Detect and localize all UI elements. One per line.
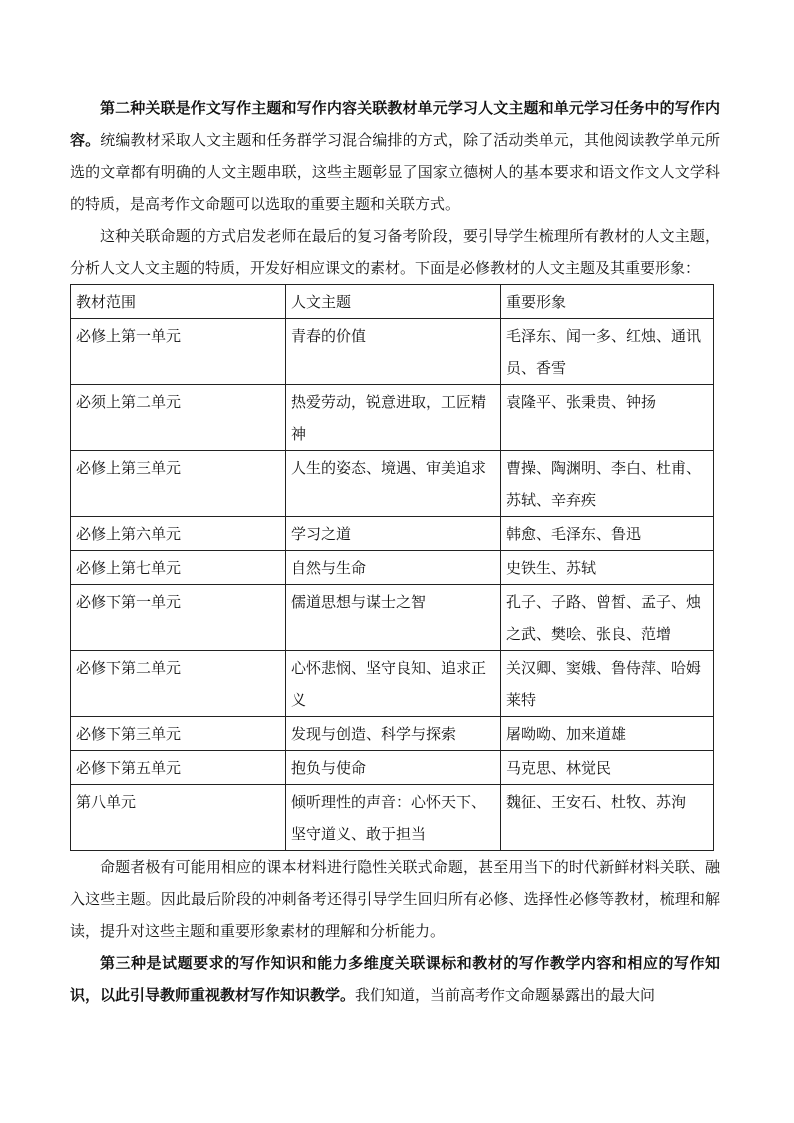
table-cell: 儒道思想与谋士之智 <box>286 585 501 651</box>
table-cell: 学习之道 <box>286 517 501 551</box>
table-cell: 必修下第一单元 <box>71 585 286 651</box>
paragraph-1-text: 统编教材采取人文主题和任务群学习混合编排的方式，除了活动类单元，其他阅读教学单元所选的文章都有明确的人文主题串联，这些主题彰显了国家立德树人的基本要求和语文作文人文学科的特质，是高考作文命题可以选取的重要主题和关联方式。 <box>70 131 720 213</box>
paragraph-4-text: 我们知道，当前高考作文命题暴露出的最大问 <box>355 986 656 1004</box>
table-cell: 必修下第三单元 <box>71 717 286 751</box>
table-cell: 必修上第一单元 <box>71 319 286 385</box>
table-row <box>71 551 714 585</box>
paragraph-4 <box>70 947 720 1011</box>
table-cell: 孔子、子路、曾皙、孟子、烛之武、樊哙、张良、范增 <box>501 585 714 651</box>
table-row <box>71 651 714 717</box>
theme-table <box>70 284 714 851</box>
table-cell: 韩愈、毛泽东、鲁迅 <box>501 517 714 551</box>
table-cell: 必修上第七单元 <box>71 551 286 585</box>
paragraph-1-bold: 第二种关联是作文写作主题和写作内容关联教材单元学习人文主题和单元学习任务中的写作内容。 <box>70 99 720 149</box>
paragraph-4-bold: 第三种是试题要求的写作知识和能力多维度关联课标和教材的写作教学内容和相应的写作知识，以此引导教师重视教材写作知识教学。 <box>70 954 720 1004</box>
table-row <box>71 785 714 851</box>
table-header-cell: 重要形象 <box>501 285 714 319</box>
table-cell: 必修下第二单元 <box>71 651 286 717</box>
table-row <box>71 751 714 785</box>
table-cell: 人生的姿态、境遇、审美追求 <box>286 451 501 517</box>
table-header-row <box>71 285 714 319</box>
table-row <box>71 585 714 651</box>
table-cell: 发现与创造、科学与探索 <box>286 717 501 751</box>
table-cell: 热爱劳动，锐意进取，工匠精神 <box>286 385 501 451</box>
table-cell: 必修上第三单元 <box>71 451 286 517</box>
table-cell: 曹操、陶渊明、李白、杜甫、苏轼、辛弃疾 <box>501 451 714 517</box>
table-row <box>71 717 714 751</box>
table-cell: 自然与生命 <box>286 551 501 585</box>
table-cell: 屠呦呦、加来道雄 <box>501 717 714 751</box>
table-cell: 袁隆平、张秉贵、钟扬 <box>501 385 714 451</box>
table-cell: 青春的价值 <box>286 319 501 385</box>
table-cell: 心怀悲悯、坚守良知、追求正义 <box>286 651 501 717</box>
table-cell: 第八单元 <box>71 785 286 851</box>
table-header-cell: 教材范围 <box>71 285 286 319</box>
table-cell: 史铁生、苏轼 <box>501 551 714 585</box>
table-cell: 马克思、林觉民 <box>501 751 714 785</box>
table-row <box>71 517 714 551</box>
paragraph-3: 命题者极有可能用相应的课本材料进行隐性关联式命题，甚至用当下的时代新鲜材料关联、融入这些主题。因此最后阶段的冲刺备考还得引导学生回归所有必修、选择性必修等教材，梳理和解读，提升对这些主题和重要形象素材的理解和分析能力。 <box>70 858 720 940</box>
table-cell: 抱负与使命 <box>286 751 501 785</box>
table-row <box>71 451 714 517</box>
table-cell: 毛泽东、闻一多、红烛、通讯员、香雪 <box>501 319 714 385</box>
table-cell: 必修下第五单元 <box>71 751 286 785</box>
table-cell: 倾听理性的声音：心怀天下、坚守道义、敢于担当 <box>286 785 501 851</box>
document-page <box>70 92 720 1011</box>
table-cell: 必修上第六单元 <box>71 517 286 551</box>
table-cell: 魏征、王安石、杜牧、苏洵 <box>501 785 714 851</box>
table-row <box>71 319 714 385</box>
table-cell: 必须上第二单元 <box>71 385 286 451</box>
table-row <box>71 385 714 451</box>
table-header-cell: 人文主题 <box>286 285 501 319</box>
table-cell: 关汉卿、窦娥、鲁侍萍、哈姆莱特 <box>501 651 714 717</box>
paragraph-2: 这种关联命题的方式启发老师在最后的复习备考阶段，要引导学生梳理所有教材的人文主题，分析人文人文主题的特质，开发好相应课文的素材。下面是必修教材的人文主题及其重要形象： <box>70 227 720 277</box>
paragraph-1 <box>70 92 720 220</box>
